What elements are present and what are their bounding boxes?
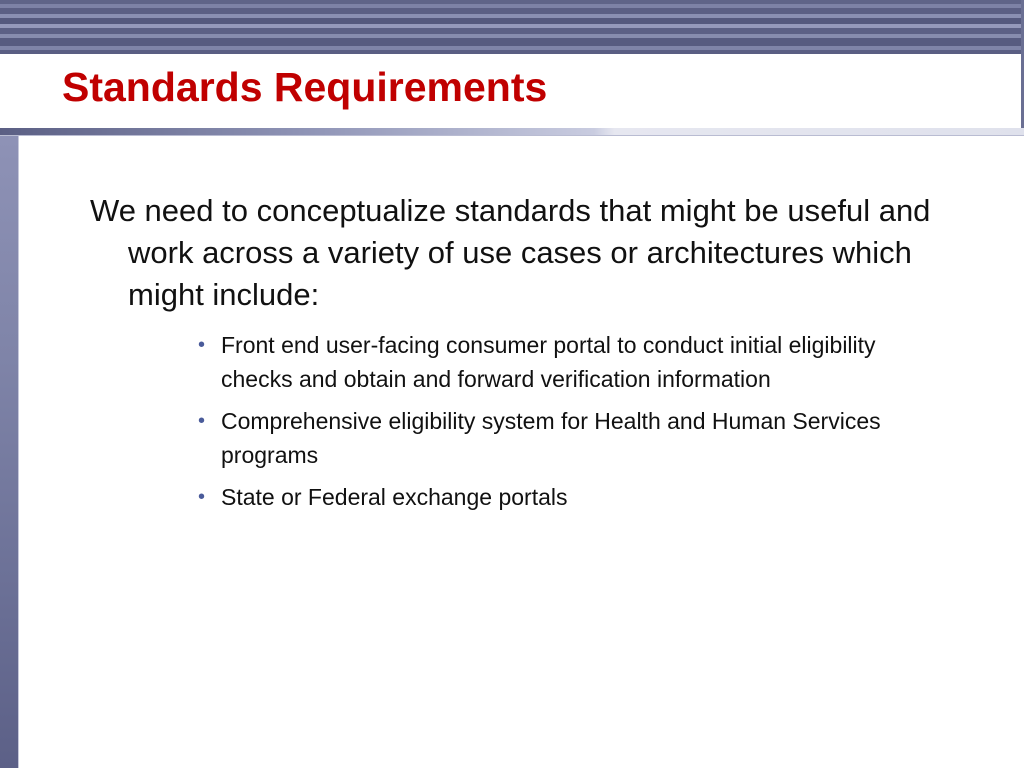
bullet-item bbox=[198, 480, 918, 514]
bullet-text: State or Federal exchange portals bbox=[221, 484, 568, 510]
bullet-item bbox=[198, 404, 918, 472]
bullet-list bbox=[198, 328, 918, 514]
left-sidebar-edge bbox=[18, 136, 19, 768]
slide-body bbox=[90, 190, 950, 522]
top-decorative-band bbox=[0, 0, 1024, 54]
bullet-text: Front end user-facing consumer portal to conduct initial eligibility checks and obtain and forward verification information bbox=[221, 332, 876, 392]
lead-paragraph: We need to conceptualize standards that might be useful and work across a variety of use cases or architectures which might include: bbox=[90, 193, 931, 312]
bullet-dot-icon: • bbox=[198, 334, 206, 356]
bullet-dot-icon: • bbox=[198, 486, 206, 508]
bullet-text: Comprehensive eligibility system for Health and Human Services programs bbox=[221, 408, 881, 468]
left-sidebar-bar bbox=[0, 136, 18, 768]
bullet-item bbox=[198, 328, 918, 396]
bullet-dot-icon: • bbox=[198, 410, 206, 432]
slide-title: Standards Requirements bbox=[62, 64, 548, 110]
title-underline-edge bbox=[0, 135, 1024, 136]
